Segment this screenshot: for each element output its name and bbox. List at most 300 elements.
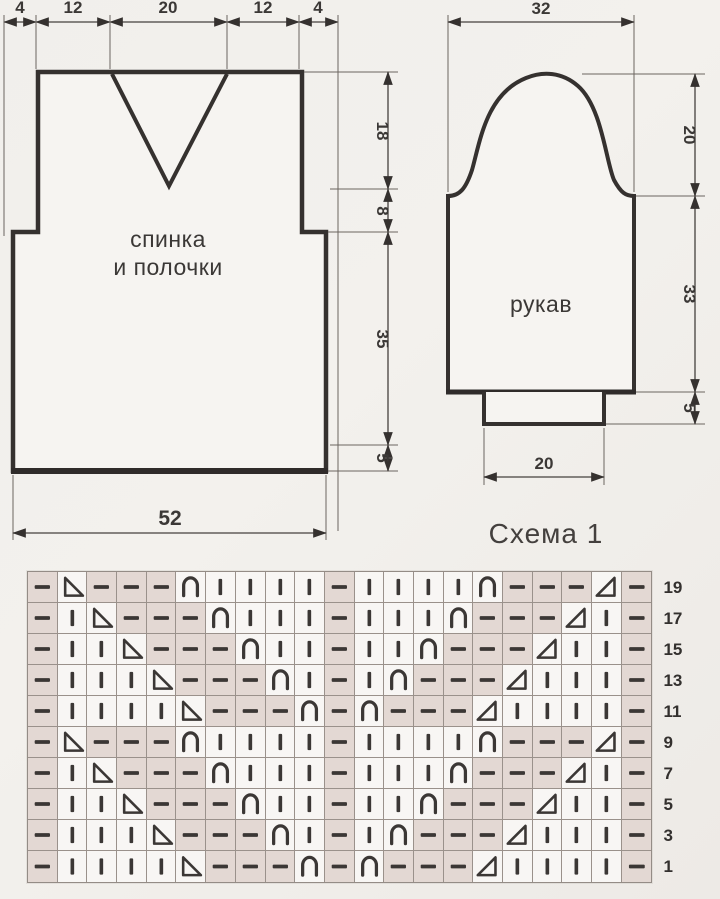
chart-cell-bar <box>58 758 88 789</box>
chart-cell-dash <box>414 696 444 727</box>
dim-body-right-edge: 4 <box>313 0 323 17</box>
dash-icon <box>206 851 235 882</box>
chart-cell-bar <box>58 789 88 820</box>
bar-icon <box>533 665 562 695</box>
scheme-title: Схема 1 <box>488 518 604 549</box>
chart-cell-dash <box>28 758 58 789</box>
dash-icon <box>325 634 354 664</box>
chart-cell-bar <box>236 572 266 603</box>
chart-cell-tri-right <box>562 603 592 634</box>
dash-icon <box>622 789 652 819</box>
chart-cell-dash <box>28 789 58 820</box>
bar-icon <box>58 665 87 695</box>
chart-row <box>28 789 651 820</box>
chart-cell-dash <box>28 603 58 634</box>
chart-cell-dash <box>562 572 592 603</box>
sleeve-right-dimension-labels <box>680 126 699 413</box>
chart-cell-bar <box>266 634 296 665</box>
dash-icon <box>236 851 265 882</box>
bar-icon <box>266 634 295 664</box>
chart-cell-bar <box>58 665 88 696</box>
bar-icon <box>236 758 265 788</box>
chart-cell-dash <box>206 820 236 851</box>
chart-cell-dash <box>176 758 206 789</box>
chart-cell-dash <box>28 665 58 696</box>
arc-icon <box>384 665 413 695</box>
dash-icon <box>444 851 473 882</box>
chart-cell-dash <box>236 696 266 727</box>
chart-cell-dash <box>325 696 355 727</box>
bar-icon <box>117 820 146 850</box>
dash-icon <box>236 665 265 695</box>
chart-cell-dash <box>533 572 563 603</box>
chart-cell-bar <box>562 665 592 696</box>
bar-icon <box>117 665 146 695</box>
sleeve-outline <box>448 74 634 392</box>
triangle-left-icon <box>87 603 116 633</box>
chart-row-number: 9 <box>663 732 673 752</box>
chart-cell-dash <box>384 696 414 727</box>
chart-cell-bar <box>562 820 592 851</box>
bar-icon <box>266 758 295 788</box>
bar-icon <box>295 603 324 633</box>
dash-icon <box>117 727 146 757</box>
chart-cell-bar <box>58 820 88 851</box>
dash-icon <box>622 603 652 633</box>
triangle-right-icon <box>503 665 532 695</box>
chart-cell-bar <box>562 696 592 727</box>
bar-icon <box>384 727 413 757</box>
dash-icon <box>206 634 235 664</box>
chart-cell-bar <box>266 603 296 634</box>
body-piece <box>11 72 328 471</box>
dash-icon <box>533 603 562 633</box>
chart-cell-dash <box>444 820 474 851</box>
chart-cell-dash <box>622 758 652 789</box>
arc-icon <box>355 851 384 882</box>
triangle-right-icon <box>562 758 591 788</box>
bar-icon <box>266 789 295 819</box>
chart-cell-dash <box>266 851 296 882</box>
dim-sleeve-top-width: 32 <box>531 0 551 18</box>
dash-icon <box>206 789 235 819</box>
dash-icon <box>473 634 502 664</box>
chart-cell-bar <box>295 758 325 789</box>
dim-body-rib: 5 <box>373 453 392 463</box>
bar-icon <box>266 572 295 602</box>
dash-icon <box>414 665 443 695</box>
chart-cell-dash <box>503 634 533 665</box>
dim-body-left-shoulder: 12 <box>63 0 83 17</box>
chart-cell-bar <box>236 727 266 758</box>
arc-icon <box>355 696 384 726</box>
bar-icon <box>503 851 532 882</box>
bar-icon <box>58 820 87 850</box>
chart-cell-dash <box>176 665 206 696</box>
chart-cell-tri-right <box>592 572 622 603</box>
chart-cell-dash <box>147 727 177 758</box>
bar-icon <box>592 820 621 850</box>
dash-icon <box>147 758 176 788</box>
chart-cell-dash <box>444 696 474 727</box>
bar-icon <box>266 727 295 757</box>
dash-icon <box>87 572 116 602</box>
bar-icon <box>414 758 443 788</box>
chart-cell-dash <box>325 603 355 634</box>
dash-icon <box>562 572 591 602</box>
dash-icon <box>28 758 57 788</box>
dash-icon <box>325 696 354 726</box>
chart-cell-dash <box>28 696 58 727</box>
triangle-right-icon <box>533 634 562 664</box>
chart-cell-bar <box>355 789 385 820</box>
chart-cell-arc <box>355 696 385 727</box>
dash-icon <box>28 851 57 882</box>
dash-icon <box>28 665 57 695</box>
chart-cell-bar <box>592 820 622 851</box>
chart-cell-dash <box>622 820 652 851</box>
chart-cell-dash <box>622 665 652 696</box>
arc-icon <box>414 634 443 664</box>
chart-cell-bar <box>295 634 325 665</box>
chart-cell-dash <box>236 851 266 882</box>
chart-cell-bar <box>355 665 385 696</box>
chart-cell-bar <box>503 851 533 882</box>
chart-row <box>28 665 651 696</box>
chart-cell-dash <box>176 789 206 820</box>
chart-cell-arc <box>266 665 296 696</box>
chart-cell-dash <box>622 851 652 882</box>
bar-icon <box>384 634 413 664</box>
arc-icon <box>295 851 324 882</box>
chart-cell-bar <box>58 634 88 665</box>
dash-icon <box>503 789 532 819</box>
bar-icon <box>117 851 146 882</box>
dash-icon <box>533 727 562 757</box>
chart-cell-bar <box>562 851 592 882</box>
chart-cell-dash <box>622 789 652 820</box>
chart-cell-tri-left <box>147 820 177 851</box>
chart-cell-bar <box>444 727 474 758</box>
dash-icon <box>28 572 57 602</box>
dash-icon <box>444 665 473 695</box>
chart-cell-tri-right <box>473 696 503 727</box>
dash-icon <box>325 789 354 819</box>
dim-sleeve-cuff-width: 20 <box>534 454 554 473</box>
chart-cell-bar <box>87 634 117 665</box>
chart-cell-bar <box>58 851 88 882</box>
chart-cell-dash <box>503 603 533 634</box>
bar-icon <box>58 603 87 633</box>
chart-row-number: 11 <box>663 701 682 721</box>
chart-cell-tri-right <box>473 851 503 882</box>
chart-cell-dash <box>473 820 503 851</box>
chart-cell-arc <box>384 665 414 696</box>
chart-cell-bar <box>58 603 88 634</box>
sleeve-cuff <box>484 392 604 424</box>
chart-cell-bar <box>533 665 563 696</box>
dash-icon <box>622 758 652 788</box>
dash-icon <box>117 758 146 788</box>
dash-icon <box>176 758 205 788</box>
chart-cell-arc <box>295 851 325 882</box>
dash-icon <box>176 634 205 664</box>
dash-icon <box>325 758 354 788</box>
bar-icon <box>384 603 413 633</box>
triangle-right-icon <box>592 727 621 757</box>
chart-cell-dash <box>473 665 503 696</box>
chart-cell-arc <box>295 696 325 727</box>
chart-cell-dash <box>117 572 147 603</box>
chart-cell-arc <box>414 789 444 820</box>
body-bottom-dimension <box>13 475 326 540</box>
chart-cell-bar <box>295 820 325 851</box>
chart-cell-dash <box>28 634 58 665</box>
chart-cell-bar <box>414 758 444 789</box>
bar-icon <box>592 634 621 664</box>
bar-icon <box>206 572 235 602</box>
dash-icon <box>147 634 176 664</box>
arc-icon <box>384 820 413 850</box>
chart-cell-dash <box>87 572 117 603</box>
dash-icon <box>622 851 652 882</box>
triangle-left-icon <box>117 789 146 819</box>
dash-icon <box>176 603 205 633</box>
dim-body-right-shoulder: 12 <box>253 0 273 17</box>
chart-cell-arc <box>266 820 296 851</box>
chart-cell-tri-right <box>533 789 563 820</box>
bar-icon <box>206 727 235 757</box>
dash-icon <box>503 634 532 664</box>
dash-icon <box>622 696 652 726</box>
chart-cell-bar <box>355 634 385 665</box>
row-number-column <box>663 571 682 882</box>
dash-icon <box>622 634 652 664</box>
chart-cell-dash <box>384 851 414 882</box>
chart-cell-bar <box>562 789 592 820</box>
body-label-line1: спинка <box>130 226 206 252</box>
chart-cell-dash <box>414 820 444 851</box>
bar-icon <box>295 789 324 819</box>
dash-icon <box>325 665 354 695</box>
dash-icon <box>503 727 532 757</box>
bar-icon <box>295 820 324 850</box>
chart-cell-dash <box>325 851 355 882</box>
chart-row-number: 13 <box>663 670 683 690</box>
dash-icon <box>414 820 443 850</box>
bar-icon <box>295 634 324 664</box>
dash-icon <box>325 572 354 602</box>
bar-icon <box>147 696 176 726</box>
chart-cell-dash <box>533 727 563 758</box>
chart-cell-dash <box>622 634 652 665</box>
sleeve-label: рукав <box>509 291 573 317</box>
chart-cell-bar <box>384 758 414 789</box>
chart-cell-arc <box>236 634 266 665</box>
chart-row <box>28 851 651 882</box>
chart-cell-bar <box>592 758 622 789</box>
chart-cell-bar <box>147 851 177 882</box>
dim-body-width: 52 <box>158 507 182 530</box>
chart-cell-dash <box>236 665 266 696</box>
bar-icon <box>295 665 324 695</box>
chart-row <box>28 572 651 603</box>
dash-icon <box>444 696 473 726</box>
chart-cell-dash <box>503 572 533 603</box>
dash-icon <box>28 820 57 850</box>
chart-cell-bar <box>87 696 117 727</box>
dash-icon <box>533 758 562 788</box>
chart-cell-dash <box>562 727 592 758</box>
chart-cell-bar <box>414 727 444 758</box>
dash-icon <box>444 634 473 664</box>
chart-cell-dash <box>533 603 563 634</box>
chart-cell-arc <box>206 758 236 789</box>
chart-cell-tri-left <box>176 851 206 882</box>
dash-icon <box>266 696 295 726</box>
dash-icon <box>384 696 413 726</box>
dash-icon <box>206 696 235 726</box>
chart-cell-bar <box>117 851 147 882</box>
dash-icon <box>503 603 532 633</box>
triangle-left-icon <box>147 820 176 850</box>
bar-icon <box>236 572 265 602</box>
arc-icon <box>414 789 443 819</box>
chart-cell-dash <box>622 727 652 758</box>
chart-cell-tri-left <box>147 665 177 696</box>
dash-icon <box>473 820 502 850</box>
chart-cell-bar <box>384 572 414 603</box>
chart-cell-bar <box>533 851 563 882</box>
chart-cell-bar <box>295 665 325 696</box>
triangle-left-icon <box>176 696 205 726</box>
bar-icon <box>87 665 116 695</box>
chart-cell-bar <box>355 603 385 634</box>
triangle-right-icon <box>473 696 502 726</box>
chart-cell-bar <box>355 820 385 851</box>
chart-cell-bar <box>295 572 325 603</box>
bar-icon <box>562 634 591 664</box>
dash-icon <box>236 696 265 726</box>
chart-cell-bar <box>117 665 147 696</box>
bar-icon <box>355 820 384 850</box>
triangle-left-icon <box>87 758 116 788</box>
chart-cell-dash <box>473 789 503 820</box>
chart-cell-bar <box>384 603 414 634</box>
bar-icon <box>384 789 413 819</box>
chart-cell-dash <box>117 758 147 789</box>
chart-cell-dash <box>325 758 355 789</box>
chart-cell-bar <box>117 820 147 851</box>
chart-cell-dash <box>206 665 236 696</box>
chart-row <box>28 634 651 665</box>
dash-icon <box>28 696 57 726</box>
chart-cell-arc <box>473 727 503 758</box>
chart-cell-tri-right <box>533 634 563 665</box>
chart-cell-arc <box>473 572 503 603</box>
chart-cell-bar <box>414 603 444 634</box>
dash-icon <box>325 727 354 757</box>
chart-cell-tri-left <box>117 789 147 820</box>
chart-cell-dash <box>147 603 177 634</box>
dash-icon <box>176 820 205 850</box>
dim-body-yoke: 8 <box>373 206 392 216</box>
chart-row-number: 1 <box>663 856 673 876</box>
dash-icon <box>147 572 176 602</box>
dash-icon <box>147 789 176 819</box>
chart-cell-dash <box>444 851 474 882</box>
dash-icon <box>562 727 591 757</box>
chart-cell-dash <box>28 572 58 603</box>
chart-cell-bar <box>562 634 592 665</box>
chart-cell-bar <box>355 572 385 603</box>
chart-row <box>28 727 651 758</box>
chart-cell-bar <box>236 758 266 789</box>
arc-icon <box>236 789 265 819</box>
chart-cell-arc <box>206 603 236 634</box>
triangle-left-icon <box>58 727 87 757</box>
chart-cell-dash <box>28 727 58 758</box>
bar-icon <box>562 820 591 850</box>
chart-cell-dash <box>236 820 266 851</box>
arc-icon <box>473 572 502 602</box>
arc-icon <box>176 572 205 602</box>
bar-icon <box>503 696 532 726</box>
chart-cell-bar <box>592 634 622 665</box>
chart-cell-arc <box>355 851 385 882</box>
chart-cell-dash <box>622 572 652 603</box>
bar-icon <box>414 603 443 633</box>
bar-icon <box>562 696 591 726</box>
dash-icon <box>533 572 562 602</box>
chart-row <box>28 603 651 634</box>
chart-cell-arc <box>444 603 474 634</box>
chart-cell-dash <box>414 851 444 882</box>
chart-cell-bar <box>295 603 325 634</box>
chart-cell-dash <box>117 603 147 634</box>
chart-cell-dash <box>325 727 355 758</box>
bar-icon <box>355 634 384 664</box>
chart-cell-bar <box>87 789 117 820</box>
chart-cell-bar <box>414 572 444 603</box>
triangle-right-icon <box>503 820 532 850</box>
chart-cell-tri-right <box>503 820 533 851</box>
dash-icon <box>473 665 502 695</box>
dash-icon <box>444 789 473 819</box>
dash-icon <box>503 758 532 788</box>
bar-icon <box>236 603 265 633</box>
triangle-left-icon <box>58 572 87 602</box>
chart-cell-bar <box>533 696 563 727</box>
chart-cell-tri-right <box>562 758 592 789</box>
bar-icon <box>592 851 621 882</box>
bar-icon <box>58 851 87 882</box>
chart-cell-dash <box>176 634 206 665</box>
bar-icon <box>355 603 384 633</box>
bar-icon <box>533 696 562 726</box>
triangle-left-icon <box>176 851 205 882</box>
triangle-right-icon <box>533 789 562 819</box>
chart-cell-bar <box>236 603 266 634</box>
dim-body-neck-depth: 18 <box>373 121 392 141</box>
arc-icon <box>206 603 235 633</box>
bar-icon <box>87 634 116 664</box>
bar-icon <box>117 696 146 726</box>
dash-icon <box>266 851 295 882</box>
chart-cell-bar <box>384 789 414 820</box>
bar-icon <box>414 727 443 757</box>
bar-icon <box>592 758 621 788</box>
